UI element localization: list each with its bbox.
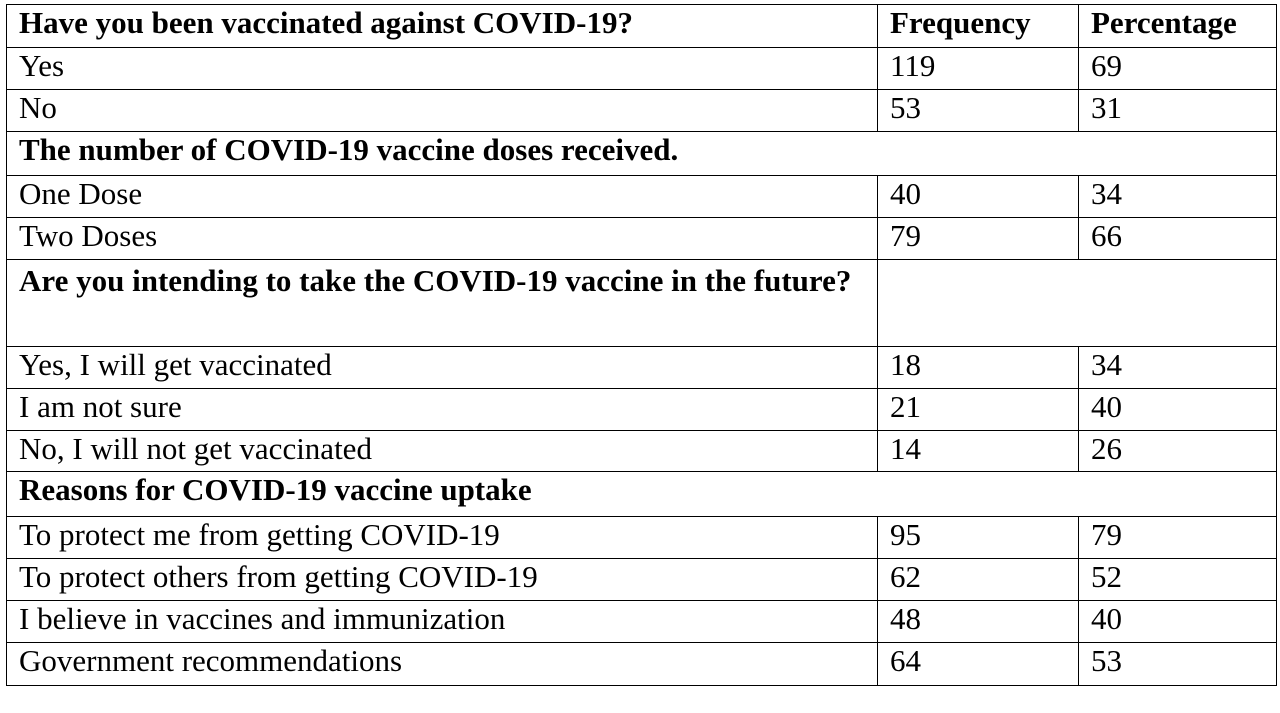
frequency-column-header: Frequency: [878, 5, 1079, 48]
frequency-cell: 14: [878, 431, 1079, 472]
survey-results-table: [6, 4, 1277, 686]
percentage-cell: 79: [1079, 517, 1277, 559]
percentage-cell: 69: [1079, 48, 1277, 90]
frequency-cell: 62: [878, 559, 1079, 601]
table-row: [7, 90, 1277, 132]
empty-heading-cell: [878, 260, 1277, 347]
percentage-cell: 53: [1079, 643, 1277, 686]
row-label: To protect others from getting COVID-19: [7, 559, 878, 601]
frequency-cell: 53: [878, 90, 1079, 132]
percentage-cell: 52: [1079, 559, 1277, 601]
row-label: Yes, I will get vaccinated: [7, 347, 878, 389]
frequency-cell: 21: [878, 389, 1079, 431]
frequency-cell: 18: [878, 347, 1079, 389]
frequency-cell: 40: [878, 176, 1079, 218]
percentage-cell: 34: [1079, 176, 1277, 218]
row-label: Yes: [7, 48, 878, 90]
intention-section-heading: Are you intending to take the COVID-19 vaccine in the future?: [7, 260, 878, 347]
table-header-row: [7, 5, 1277, 48]
percentage-cell: 34: [1079, 347, 1277, 389]
frequency-cell: 79: [878, 218, 1079, 260]
table-row: [7, 601, 1277, 643]
percentage-cell: 66: [1079, 218, 1277, 260]
table-row: [7, 176, 1277, 218]
frequency-cell: 64: [878, 643, 1079, 686]
row-label: No: [7, 90, 878, 132]
section-heading-row: [7, 260, 1277, 347]
question-vaccinated-header: Have you been vaccinated against COVID-19?: [7, 5, 878, 48]
reasons-section-heading: Reasons for COVID-19 vaccine uptake: [7, 472, 1277, 517]
table-row: [7, 218, 1277, 260]
table-row: [7, 347, 1277, 389]
percentage-column-header: Percentage: [1079, 5, 1277, 48]
table-row: [7, 389, 1277, 431]
row-label: To protect me from getting COVID-19: [7, 517, 878, 559]
frequency-cell: 119: [878, 48, 1079, 90]
percentage-cell: 40: [1079, 601, 1277, 643]
frequency-cell: 95: [878, 517, 1079, 559]
doses-section-heading: The number of COVID-19 vaccine doses received.: [7, 132, 1277, 176]
table-row: [7, 643, 1277, 686]
row-label: I believe in vaccines and immunization: [7, 601, 878, 643]
row-label: Government recommendations: [7, 643, 878, 686]
percentage-cell: 40: [1079, 389, 1277, 431]
section-heading-row: [7, 132, 1277, 176]
percentage-cell: 26: [1079, 431, 1277, 472]
frequency-cell: 48: [878, 601, 1079, 643]
table-row: [7, 431, 1277, 472]
section-heading-row: [7, 472, 1277, 517]
percentage-cell: 31: [1079, 90, 1277, 132]
row-label: Two Doses: [7, 218, 878, 260]
table-row: [7, 517, 1277, 559]
table-row: [7, 559, 1277, 601]
row-label: I am not sure: [7, 389, 878, 431]
row-label: No, I will not get vaccinated: [7, 431, 878, 472]
table-row: [7, 48, 1277, 90]
row-label: One Dose: [7, 176, 878, 218]
